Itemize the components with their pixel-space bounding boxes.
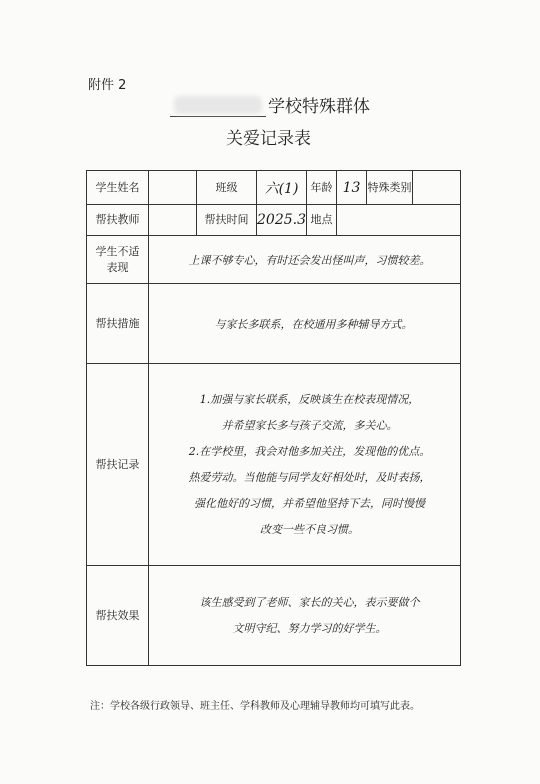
record-line: 2.在学校里，我会对他多加关注，发现他的优点。: [188, 444, 431, 458]
effect-line: 文明守纪、努力学习的好学生。: [232, 621, 387, 635]
special-type-label: 特殊类别: [367, 171, 413, 205]
care-record-table: [86, 170, 461, 666]
record-label: 帮扶记录: [87, 364, 149, 566]
location-value: [337, 205, 461, 236]
record-line: 热爱劳动。当他能与同学友好相处时，及时表扬，: [188, 470, 431, 484]
student-name-label: 学生姓名: [87, 171, 149, 205]
record-line: 1.加强与家长联系，反映该生在校表现情况，: [199, 392, 420, 406]
measures-label: 帮扶措施: [87, 284, 149, 364]
maladaptive-label: [87, 236, 149, 284]
effect-line: 该生感受到了老师、家长的关心，表示要做个: [199, 595, 420, 609]
effect-value: [149, 566, 461, 666]
class-value: 六(1): [257, 171, 307, 205]
maladaptive-label-line1: 学生不适: [95, 244, 140, 258]
teacher-value: [149, 205, 197, 236]
effect-label: 帮扶效果: [87, 566, 149, 666]
form-title: [170, 92, 370, 117]
student-name-value: [149, 171, 197, 205]
maladaptive-value: 上课不够专心，有时还会发出怪叫声，习惯较差。: [149, 236, 461, 284]
footer-note: 注：学校各级行政领导、班主任、学科教师及心理辅导教师均可填写此表。: [90, 701, 420, 712]
maladaptive-label-line2: 表现: [106, 260, 129, 274]
title-line2: 关爱记录表: [226, 129, 311, 149]
record-value: [149, 364, 461, 566]
title-line1: 学校特殊群体: [268, 97, 370, 117]
help-time-label: 帮扶时间: [197, 205, 257, 236]
class-label: 班级: [197, 171, 257, 205]
school-name-redacted: [170, 94, 266, 117]
age-value: 13: [337, 171, 367, 205]
measures-value: 与家长多联系，在校通用多种辅导方式。: [149, 284, 461, 364]
age-label: 年龄: [307, 171, 337, 205]
attachment-label: 附件 2: [88, 78, 127, 93]
record-line: 改变一些不良习惯。: [260, 522, 359, 536]
location-label: 地点: [307, 205, 337, 236]
record-line: 并希望家长多与孩子交流，多关心。: [221, 418, 398, 432]
help-time-value: 2025.3: [257, 205, 307, 236]
special-type-value: [413, 171, 461, 205]
record-line: 强化他好的习惯，并希望他坚持下去，同时慢慢: [194, 496, 425, 510]
teacher-label: 帮扶教师: [87, 205, 149, 236]
